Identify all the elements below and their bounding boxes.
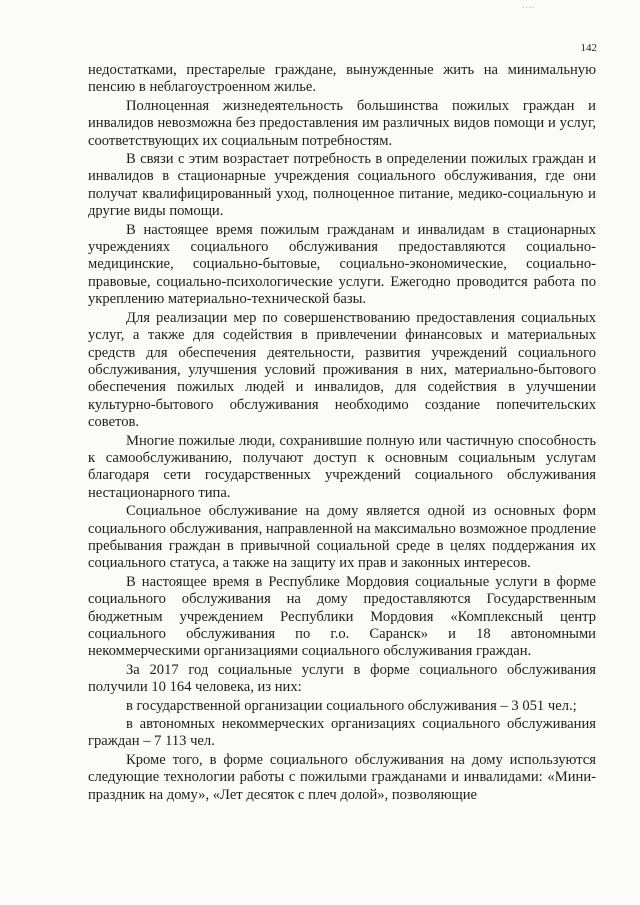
paragraph: Для реализации мер по совершенствованию предоставления социальных услуг, а также для содействия в привлечении финансовых и материальных средств для обеспечения деятельности, развития учреждений социального обслуживания, улучшения условий проживания в них, материально-бытового обеспечения пожилых людей и инвалидов, для содействия в улучшении культурно-бытового обслуживания необходимо создание попечительских советов. (88, 309, 596, 431)
paragraph: В связи с этим возрастает потребность в определении пожилых граждан и инвалидов в стационарные учреждения социального обслуживания, где они получат квалифицированный уход, полноценное питание, медико-социальную и другие виды помощи. (88, 151, 596, 220)
paragraph: В настоящее время в Республике Мордовия социальные услуги в форме социального обслуживания на дому предоставляются Государственным бюджетным учреждением Республики Мордовия «Комплексный центр социального обслуживания по г.о. Саранск» и 18 автономными некоммерческими организациями социального обслуживания граждан. (88, 573, 596, 660)
paragraph: Социальное обслуживание на дому является одной из основных форм социального обслуживания, направленной на максимально возможное продление пребывания граждан в привычной социальной среде в целях поддержания их социального статуса, а также на защиту их прав и законных интересов. (88, 503, 596, 572)
paragraph: Полноценная жизнедеятельность большинства пожилых граждан и инвалидов невозможна без предоставления им различных видов помощи и услуг, соответствующих их социальным потребностям. (88, 97, 596, 149)
document-body (88, 62, 596, 804)
paragraph: в автономных некоммерческих организациях социального обслуживания граждан – 7 113 чел. (88, 716, 596, 750)
scan-mark: ···· (522, 4, 536, 12)
paragraph: В настоящее время пожилым гражданам и инвалидам в стационарных учреждениях социального обслуживания предоставляются социально-медицинские, социально-бытовые, социально-экономические, социально-правовые, социально-психологические услуги. Ежегодно проводится работа по укреплению материально-технической базы. (88, 221, 596, 308)
page-number: 142 (580, 42, 597, 54)
paragraph: Кроме того, в форме социального обслуживания на дому используются следующие технологии работы с пожилыми гражданами и инвалидами: «Мини-праздник на дому», «Лет десяток с плеч долой», позволяющие (88, 751, 596, 803)
paragraph: Многие пожилые люди, сохранившие полную или частичную способность к самообслуживанию, получают доступ к основным социальным услугам благодаря сети государственных учреждений социального обслуживания нестационарного типа. (88, 432, 596, 501)
paragraph: недостатками, престарелые граждане, вынужденные жить на минимальную пенсию в неблагоустроенном жилье. (88, 62, 596, 96)
paragraph: в государственной организации социального обслуживания – 3 051 чел.; (126, 697, 577, 714)
paragraph: За 2017 год социальные услуги в форме социального обслуживания получили 10 164 человека, из них: (88, 661, 596, 696)
